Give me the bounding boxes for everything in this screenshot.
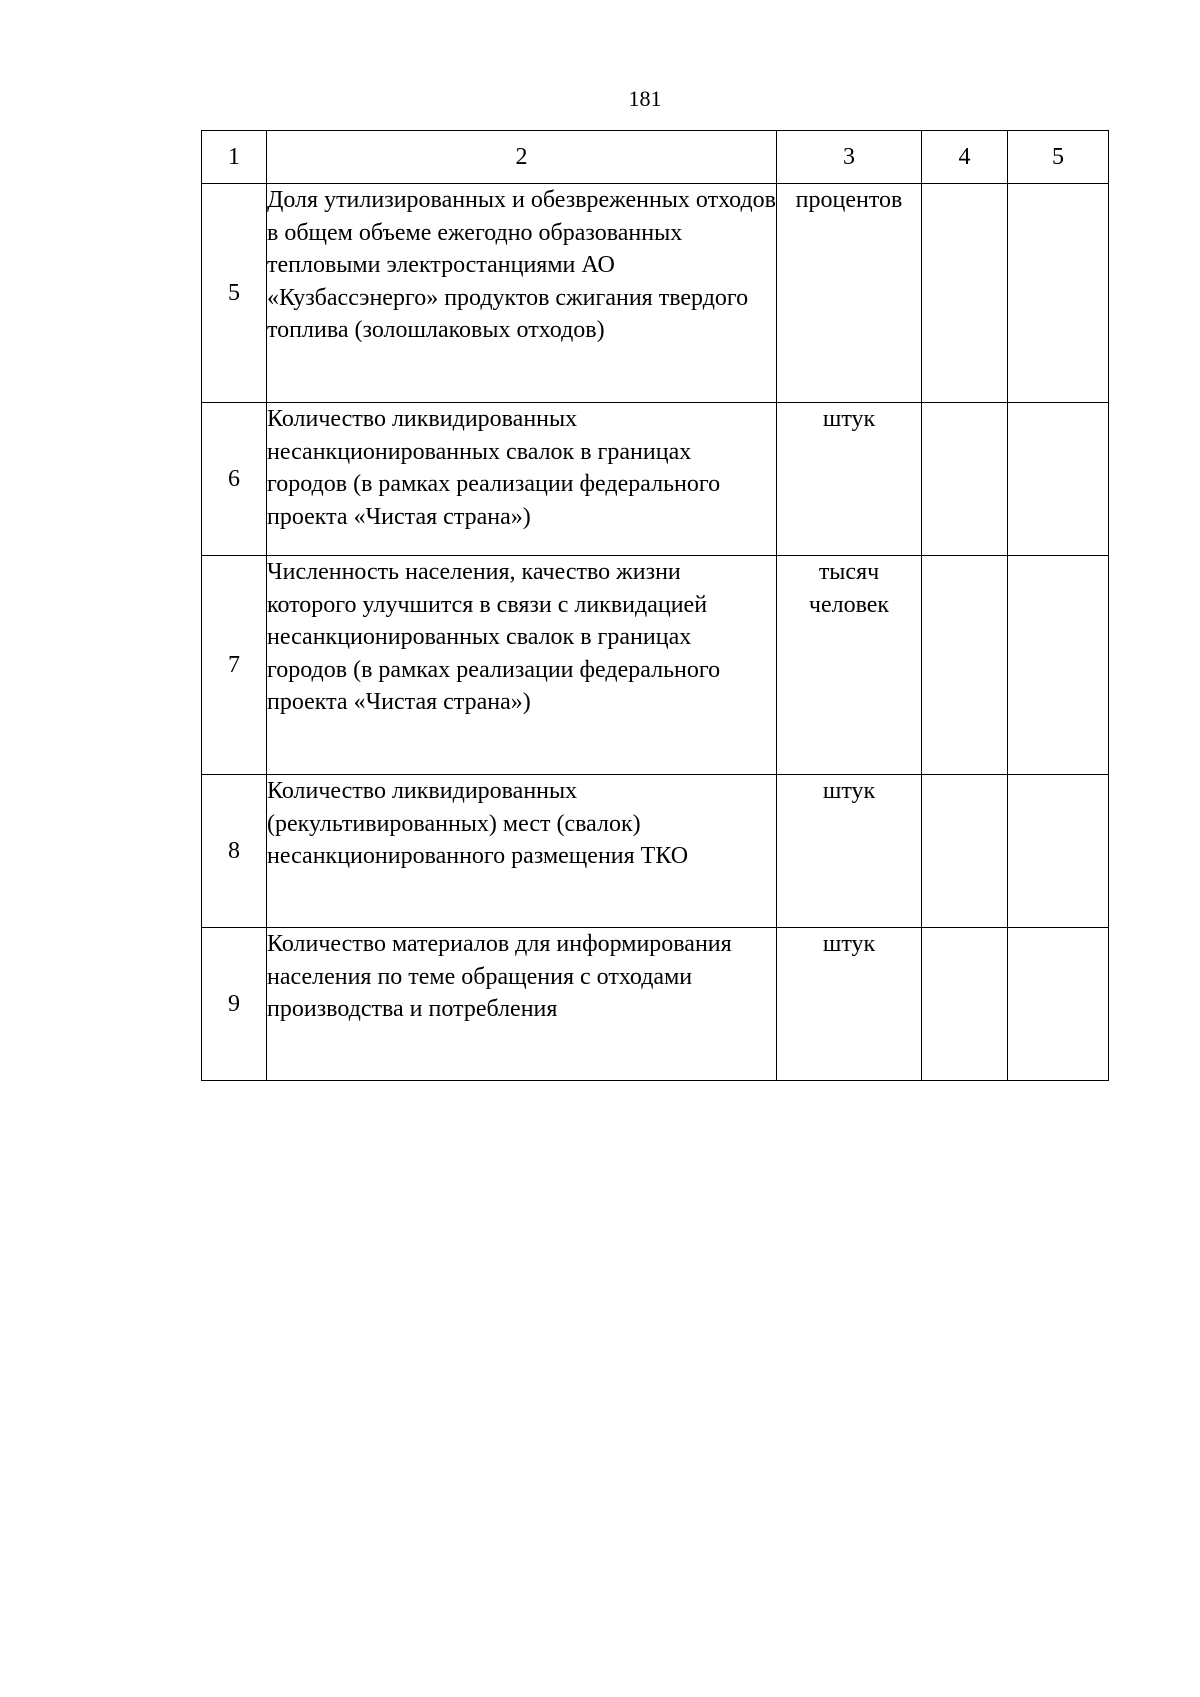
- unit-cell: [777, 184, 922, 403]
- value-cell-5: [1008, 556, 1109, 775]
- unit-cell: [777, 403, 922, 556]
- table-row: [202, 184, 1109, 403]
- row-number: 6: [202, 403, 267, 556]
- indicator-description: Количество материалов для информирования населения по теме обращения с отходами производства и потребления: [267, 928, 777, 1081]
- unit-text: процентов: [795, 187, 903, 213]
- table-row: [202, 403, 1109, 556]
- indicator-description: Доля утилизированных и обезвреженных отходов в общем объеме ежегодно образованных тепловыми электростанциями АО «Кузбассэнерго» продуктов сжигания твердого топлива (золошлаковых отходов): [267, 184, 777, 403]
- unit-cell: [777, 928, 922, 1081]
- indicator-description: Численность населения, качество жизни которого улучшится в связи с ликвидацией несанкционированных свалок в границах городов (в рамках реализации федерального проекта «Чистая страна»): [267, 556, 777, 775]
- value-cell-5: [1008, 775, 1109, 928]
- column-header-4: 4: [922, 131, 1008, 184]
- unit-text: штук: [822, 406, 876, 432]
- row-number: 7: [202, 556, 267, 775]
- table-header-row: [202, 131, 1109, 184]
- unit-cell: [777, 775, 922, 928]
- unit-text: штук: [822, 778, 876, 804]
- row-number: 9: [202, 928, 267, 1081]
- row-number: 8: [202, 775, 267, 928]
- unit-text: человек: [808, 591, 890, 618]
- value-cell-4: [922, 403, 1008, 556]
- unit-text: тысяч: [818, 559, 880, 585]
- value-cell-4: [922, 556, 1008, 775]
- indicator-description: Количество ликвидированных несанкционированных свалок в границах городов (в рамках реализации федерального проекта «Чистая страна»): [267, 403, 777, 556]
- value-cell-5: [1008, 184, 1109, 403]
- unit-cell: [777, 556, 922, 775]
- column-header-3: 3: [777, 131, 922, 184]
- value-cell-4: [922, 928, 1008, 1081]
- table-row: [202, 556, 1109, 775]
- indicator-table: [201, 130, 1109, 1081]
- table-row: [202, 928, 1109, 1081]
- page-number: 181: [628, 86, 662, 111]
- column-header-5: 5: [1008, 131, 1109, 184]
- table-row: [202, 775, 1109, 928]
- value-cell-4: [922, 775, 1008, 928]
- value-cell-5: [1008, 928, 1109, 1081]
- unit-text: штук: [822, 931, 876, 957]
- value-cell-5: [1008, 403, 1109, 556]
- column-header-2: 2: [267, 131, 777, 184]
- value-cell-4: [922, 184, 1008, 403]
- column-header-1: 1: [202, 131, 267, 184]
- row-number: 5: [202, 184, 267, 403]
- indicator-description: Количество ликвидированных (рекультивированных) мест (свалок) несанкционированного размещения ТКО: [267, 775, 777, 928]
